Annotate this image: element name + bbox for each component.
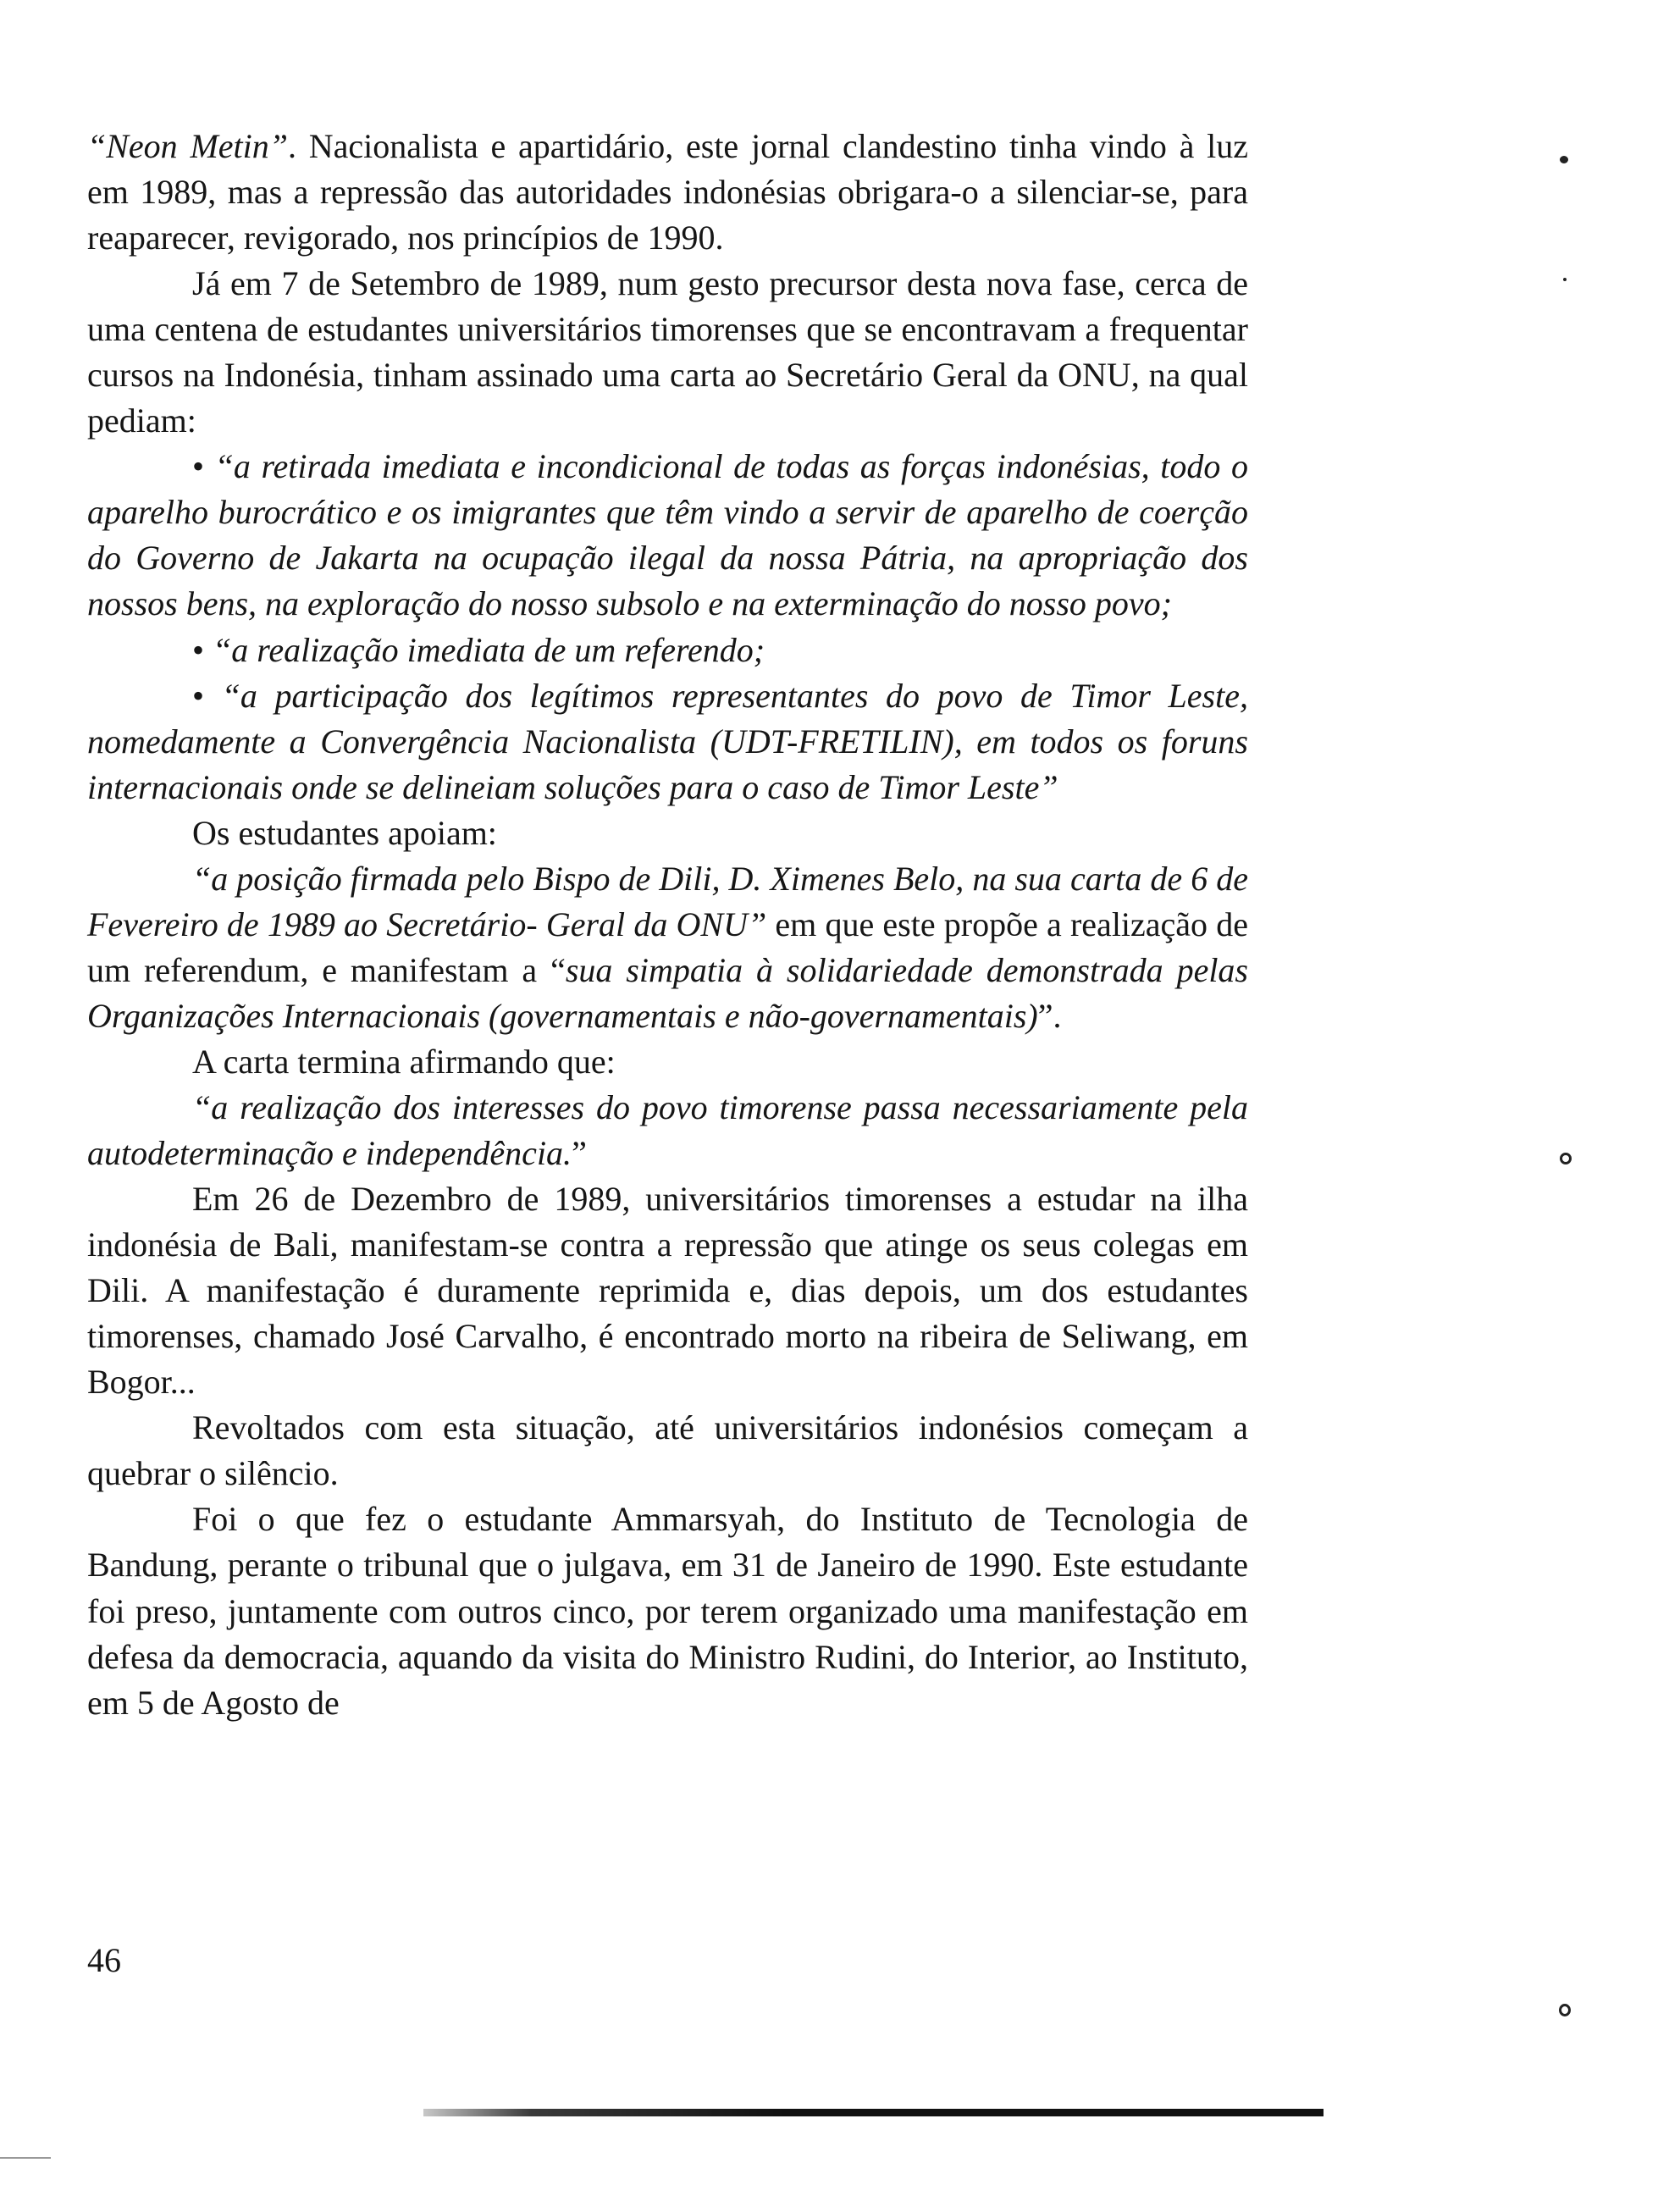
bullet-referendo	[87, 628, 1248, 673]
paragraph-estudantes-apoiam	[87, 810, 1248, 856]
text-run: Revoltados com esta situação, até universitários indonésios começam a quebrar o silêncio.	[87, 1408, 1248, 1493]
text-run: em que este propõe a realização de um referendum, e manifestam a “	[87, 904, 1248, 989]
paragraph-neon-metin	[87, 124, 1248, 261]
scan-speck	[1560, 1153, 1572, 1164]
bullet-retirada	[87, 444, 1248, 627]
bullet-marker: •	[192, 447, 215, 486]
text-run: ”	[572, 1134, 587, 1173]
text-run: Foi o que fez o estudante Ammarsyah, do Instituto de Tecnologia de Bandung, perante o tribunal que o julgava, em 31 de Janeiro de 1990. Este estudante foi preso, juntamente com outros cinco, por terem organizado uma manifestação em defesa da democracia, aquando da visita do Ministro Rudini, do Interior, ao Instituto, em 5 de Agosto de	[87, 1500, 1248, 1722]
paragraph-setembro-1989	[87, 261, 1248, 444]
scan-edge	[0, 2157, 51, 2159]
text-run: ”.	[1037, 996, 1062, 1035]
scan-speck	[1559, 2004, 1571, 2016]
page-number: 46	[87, 1941, 121, 1979]
quote-text: “a realização dos interesses do povo timorense passa necessariamente pela autodeterminação e independência.	[87, 1087, 1248, 1173]
footer-rule	[423, 2109, 1324, 2116]
text-run: “Neon Metin”	[87, 127, 288, 165]
body-text	[87, 124, 1248, 1726]
paragraph-bispo-dili	[87, 856, 1248, 1039]
quote-text: “a realização imediata de um referendo;	[213, 630, 765, 669]
bullet-marker: •	[192, 676, 222, 715]
quote-text: sua simpatia à solidariedade demonstrada pelas Organizações Internacionais (governamentais e não-governamentais)	[87, 950, 1248, 1035]
paragraph-ammarsyah	[87, 1496, 1248, 1725]
paragraph-dezembro-1989	[87, 1176, 1248, 1405]
quote-text: “a retirada imediata e incondicional de todas as forças indonésias, todo o aparelho burocrático e os imigrantes que têm vindo a servir de aparelho de coerção do Governo de Jakarta na ocupação ilegal da nossa Pátria, na apropriação dos nossos bens, na exploração do nosso subsolo e na exterminação do nosso povo;	[87, 447, 1248, 623]
quote-text: “a participação dos legítimos representantes do povo de Timor Leste, nomedamente a Convergência Nacionalista (UDT-FRETILIN), em todos os foruns internacionais onde se delineiam soluções para o caso de Timor Leste”	[87, 676, 1248, 806]
text-run: Os estudantes apoiam:	[192, 813, 497, 852]
paragraph-carta-termina	[87, 1039, 1248, 1085]
scan-speck	[1560, 156, 1568, 163]
text-run: Em 26 de Dezembro de 1989, universitários timorenses a estudar na ilha indonésia de Bali, manifestam-se contra a repressão que atinge os seus colegas em Dili. A manifestação é duramente reprimida e, dias depois, um dos estudantes timorenses, chamado José Carvalho, é encontrado morto na ribeira de Seliwang, em Bogor...	[87, 1180, 1248, 1402]
bullet-marker: •	[192, 630, 213, 669]
paragraph-autodeterminacao	[87, 1085, 1248, 1176]
bullet-participacao	[87, 673, 1248, 810]
quote-text: “a posição firmada pelo Bispo de Dili, D. Ximenes Belo, na sua carta de 6 de Fevereiro de 1989 ao Secretário- Geral da ONU”	[87, 859, 1248, 943]
paragraph-revoltados	[87, 1405, 1248, 1496]
text-run: . Nacionalista e apartidário, este jornal clandestino tinha vindo à luz em 1989, mas a repressão das autoridades indonésias obrigara-o a silenciar-se, para reaparecer, revigorado, nos princípios de 1990.	[87, 127, 1248, 257]
text-run: A carta termina afirmando que:	[192, 1042, 616, 1081]
text-run: Já em 7 de Setembro de 1989, num gesto precursor desta nova fase, cerca de uma centena de estudantes universitários timorenses que se encontravam a frequentar cursos na Indonésia, tinham assinado uma carta ao Secretário Geral da ONU, na qual pediam:	[87, 264, 1248, 440]
scan-speck	[1563, 278, 1567, 281]
